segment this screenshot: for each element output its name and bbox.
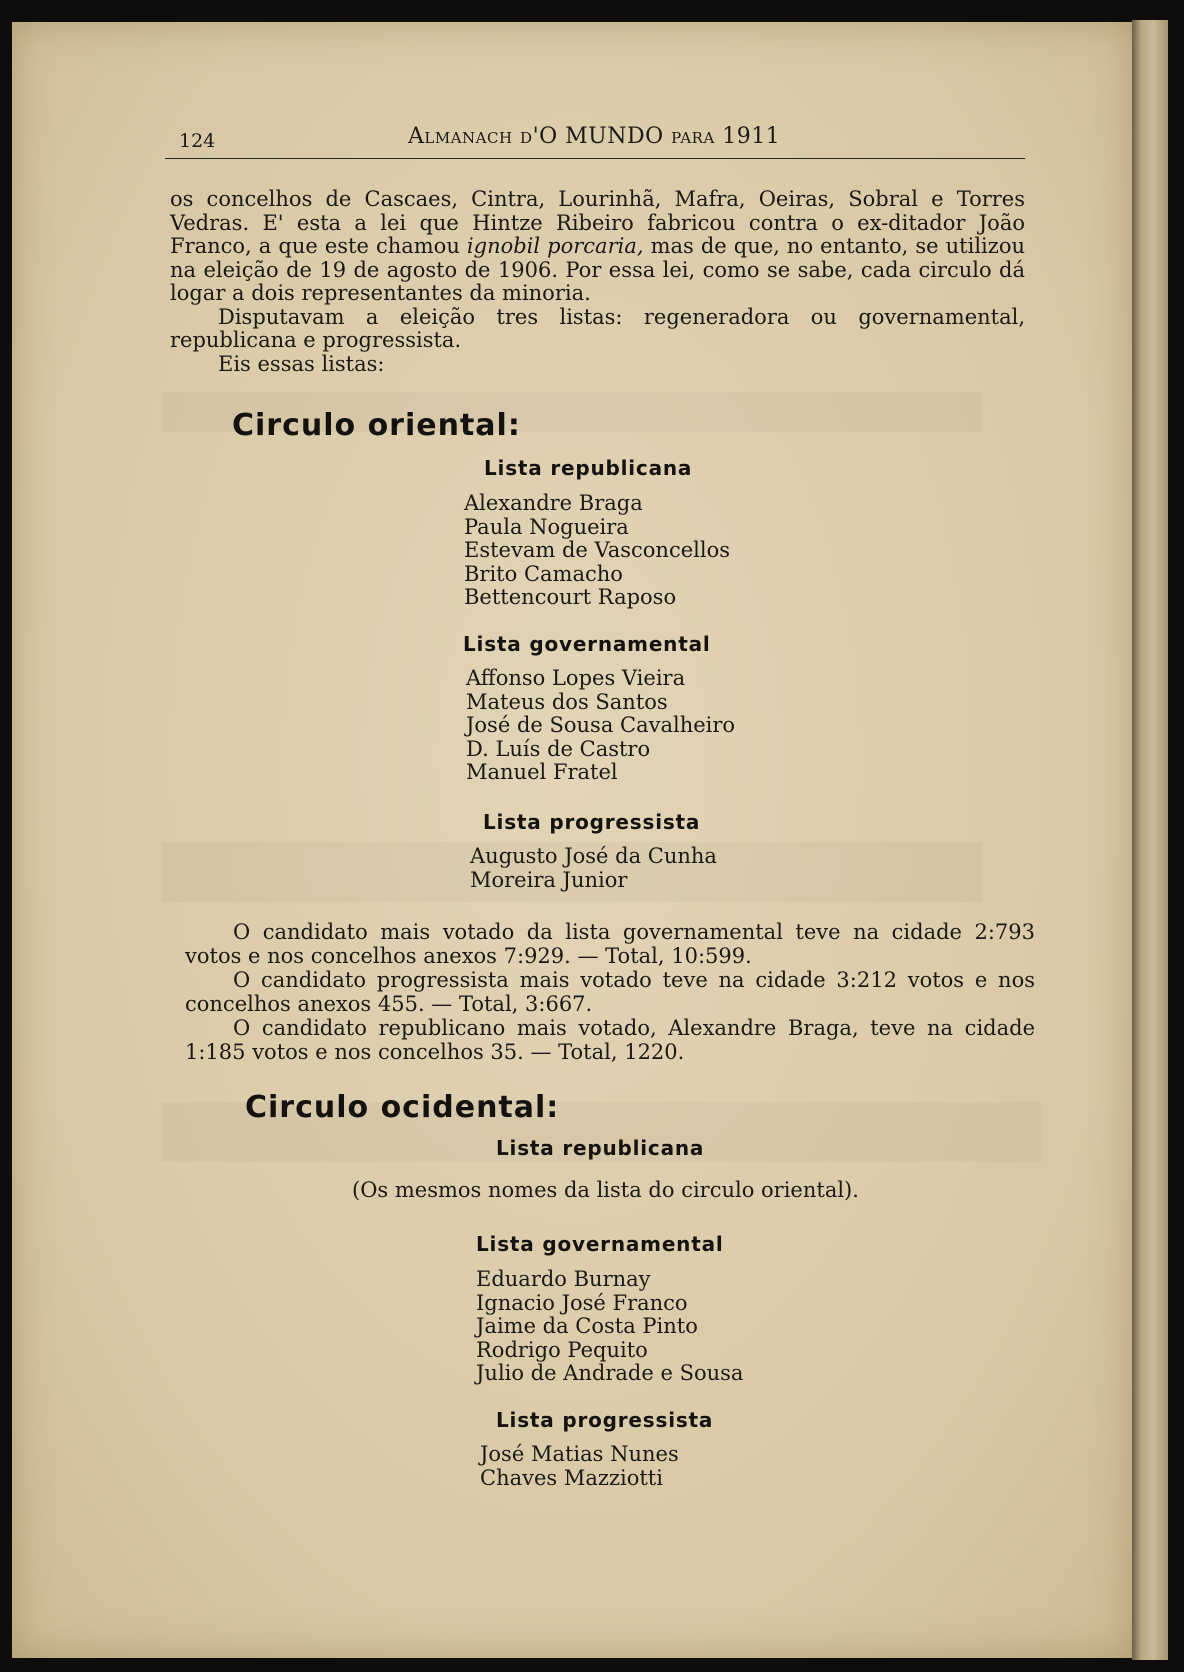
candidate-name: Estevam de Vasconcellos (464, 538, 730, 562)
ocidental-lista-governamental-title: Lista governamental (476, 1232, 724, 1256)
oriental-lista-republicana-title: Lista republicana (484, 456, 693, 480)
ocidental-republicana-note: (Os mesmos nomes da lista do circulo oriental). (352, 1178, 859, 1202)
candidate-name: Eduardo Burnay (476, 1267, 651, 1291)
result-progressista: O candidato progressista mais votado teve na cidade 3:212 votos e nos concelhos anexos 455. — Total, 3:667. (185, 968, 1035, 1016)
oriental-governamental-names (466, 667, 735, 785)
running-title: Almanach d'O MUNDO para 1911 (408, 124, 781, 149)
next-page-edge (1132, 20, 1168, 1660)
candidate-name: Ignacio José Franco (476, 1290, 688, 1315)
result-governamental: O candidato mais votado da lista governamental teve na cidade 2:793 votos e nos concelhos anexos 7:929. — Total, 10:599. (185, 920, 1035, 968)
heading-circulo-oriental: Circulo oriental: (232, 408, 521, 443)
candidate-name: Moreira Junior (470, 867, 628, 892)
oriental-lista-progressista-title: Lista progressista (483, 810, 701, 834)
candidate-name: Alexandre Braga (464, 491, 643, 515)
quoted-phrase: ignobil porcaria, (466, 234, 644, 258)
candidate-name: Bettencourt Raposo (464, 585, 677, 609)
ocidental-progressista-names (480, 1443, 679, 1490)
candidate-name: Jaime da Costa Pinto (476, 1314, 698, 1338)
intro-paragraph-1: os concelhos de Cascaes, Cintra, Lourinhã, Mafra, Oeiras, Sobral e Torres Vedras. E' esta a lei que Hintze Ribeiro fabricou contra o ex-ditador João Franco, a que este chamou ignobil porcaria, mas de que, no entanto, se utilizou na eleição de 19 de agosto de 1906. Por essa lei, como se sabe, cada circulo dá logar a dois representantes da minoria. (170, 187, 1026, 305)
candidate-name: Brito Camacho (464, 561, 623, 586)
candidate-name: Rodrigo Pequito (476, 1337, 648, 1362)
candidate-name: José Matias Nunes (480, 1442, 679, 1466)
candidate-name: Julio de Andrade e Sousa (476, 1361, 744, 1385)
candidate-name: Affonso Lopes Vieira (466, 666, 686, 690)
ocidental-lista-progressista-title: Lista progressista (496, 1408, 714, 1432)
candidate-name: Paula Nogueira (464, 514, 629, 539)
intro-paragraph-2: Disputavam a eleição tres listas: regeneradora ou governamental, republicana e progressista. (170, 304, 1025, 352)
oriental-progressista-names (470, 845, 717, 892)
candidate-name: Chaves Mazziotti (480, 1465, 663, 1490)
candidate-name: Mateus dos Santos (466, 689, 668, 714)
heading-circulo-ocidental: Circulo ocidental: (245, 1090, 560, 1125)
candidate-name: José de Sousa Cavalheiro (466, 713, 736, 737)
election-results (185, 920, 1035, 1064)
oriental-republicana-names (464, 492, 730, 610)
page-number: 124 (179, 130, 216, 152)
result-republicano: O candidato republicano mais votado, Alexandre Braga, teve na cidade 1:185 votos e nos concelhos 35. — Total, 1220. (185, 1016, 1035, 1064)
page-header (165, 118, 1025, 159)
candidate-name: Augusto José da Cunha (470, 844, 717, 868)
oriental-lista-governamental-title: Lista governamental (463, 632, 711, 656)
candidate-name: D. Luís de Castro (466, 736, 651, 761)
candidate-name: Manuel Fratel (466, 760, 618, 784)
intro-paragraph-3: Eis essas listas: (218, 351, 385, 376)
ocidental-lista-republicana-title: Lista republicana (496, 1136, 705, 1160)
intro-text (170, 188, 1025, 376)
ocidental-governamental-names (476, 1268, 743, 1386)
